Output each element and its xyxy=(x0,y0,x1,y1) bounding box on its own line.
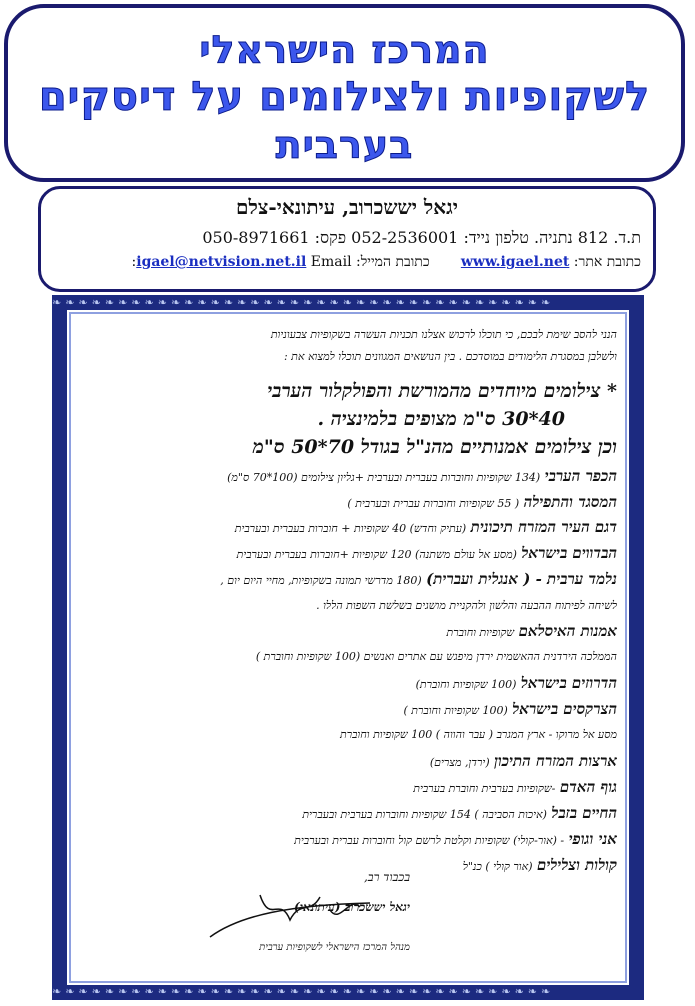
program-item xyxy=(316,597,617,613)
program-item xyxy=(302,804,617,823)
program-item-title: גוף האדם xyxy=(559,778,617,796)
program-item-title: הדרוזים בישראל xyxy=(520,674,617,692)
program-item-desc: (מסע אל עולם משתנה) 120 שקופיות +חוברות בעברית ובערבית xyxy=(236,548,517,561)
handwritten-signature xyxy=(200,885,380,945)
program-item-desc: לשיחה לפיתוח ההבעה והלשון ולהקניית מושגים בשלשת השפות הללו . xyxy=(316,599,617,612)
title-box xyxy=(4,4,685,182)
contact-box xyxy=(38,186,656,292)
website-link[interactable]: www.igael.net xyxy=(460,254,570,270)
program-item xyxy=(463,856,617,875)
program-item xyxy=(235,518,617,537)
closing-text: בכבוד רב, xyxy=(363,870,410,884)
program-item xyxy=(430,752,617,771)
site-label: כתובת אתר: xyxy=(573,254,641,270)
title-line-3: בערבית xyxy=(275,123,414,167)
program-item xyxy=(340,726,617,742)
program-item-desc: הממלכה הירדנית ההאשמית ירדן מיפגש עם אתרים ואנשים (100 שקופיות וחוברת ) xyxy=(255,650,617,663)
program-item xyxy=(256,648,617,664)
intro-line-1: הנני להסב שימת לבכם, כי תוכלו לרכוש אצלנו תכניות העשרה בשקופיות צבעוניות xyxy=(270,328,617,341)
program-item xyxy=(416,674,617,693)
highlight-line-3: וכן צילומים אמנותיים מהנ"ל בגודל 70*50 ס"מ xyxy=(252,436,617,458)
program-item-desc: (100 שקופיות וחוברת ) xyxy=(403,704,508,717)
program-item-desc: (180 מדרשי תמונה בשקופיות, מחיי היום יום , xyxy=(220,574,422,587)
program-item-desc: (ירדן, מצרים) xyxy=(429,756,490,769)
intro-line-2: ולשלבן במסגרת הלימודים במוסדכם . בין הנושאים המגוונים תוכלו למצוא את : xyxy=(283,350,617,363)
program-item-title: ארצות המזרח התיכון xyxy=(494,752,617,770)
program-item-desc: (אור קולי ) כנ"ל xyxy=(462,860,533,873)
program-item xyxy=(404,700,617,719)
program-item-desc: ( 55 שקופיות וחוברות עברית ובערבית ) xyxy=(347,497,520,510)
program-item xyxy=(237,544,617,563)
program-item xyxy=(294,830,617,849)
program-item-desc: (עתיק וחדש) 40 שקופיות + חוברות בעברית ובערבית xyxy=(234,522,467,535)
program-item xyxy=(413,778,617,797)
frame-ornament-bottom: ❧❧❧❧❧❧❧❧❧❧❧❧❧❧❧❧❧❧❧❧❧❧❧❧❧❧❧❧❧❧❧❧❧❧❧❧❧❧ xyxy=(52,986,555,998)
program-item-title: הבדווים בישראל xyxy=(521,544,617,562)
signer-title: מנהל המרכז הישראלי לשקופיות ערבית xyxy=(259,942,410,953)
title-line-2: לשקופיות ולצילומים על דיסקים xyxy=(38,74,651,120)
contact-phones: ת.ד. 812 נתניה. טלפון נייד: 052-2536001 פקס: 050-8971661 xyxy=(202,228,641,247)
program-item xyxy=(347,493,617,512)
email-en-label: Email: xyxy=(131,254,352,270)
contact-name: יגאל יששכרוב, עיתונאי-צלם xyxy=(236,195,458,219)
program-item-title: אמנות האיסלאם xyxy=(518,622,617,640)
program-item-title: אני וגופי xyxy=(568,830,617,848)
program-item-desc: (134 שקופיות וחוברות בעברית ובערבית +גליון צילומים (100*70 ס"מ) xyxy=(227,471,541,484)
email-link[interactable]: igael@netvision.net.il xyxy=(136,254,307,270)
signature-block xyxy=(200,870,410,970)
program-item-title: החיים בזבל xyxy=(551,804,617,822)
program-item-desc: (100 שקופיות וחוברת) xyxy=(415,678,517,691)
program-item-title: הצרקסים בישראל xyxy=(512,700,617,718)
email-label: כתובת המייל: xyxy=(356,254,430,270)
signer-name: יגאל יששכרוב (עיתונאי) xyxy=(294,900,410,914)
program-item-title: דגם העיר המזרח תיכונית xyxy=(470,518,617,536)
program-item-title: הכפר הערבי xyxy=(544,467,617,485)
program-item-desc: מסע אל מרוקו - ארץ המגרב ( עבר והווה ) 100 שקופיות וחוברת xyxy=(340,728,617,741)
program-item xyxy=(220,570,617,589)
program-item-desc: -שקופיות בערבית וחוברת בערבית xyxy=(413,782,556,795)
program-item-title: קולות וצלילים xyxy=(536,856,617,874)
highlight-line-1: * צילומים מיוחדים מהמורשת והפולקלור הערבי xyxy=(267,380,617,402)
frame-ornament-top: ❧❧❧❧❧❧❧❧❧❧❧❧❧❧❧❧❧❧❧❧❧❧❧❧❧❧❧❧❧❧❧❧❧❧❧❧❧❧ xyxy=(52,297,555,309)
program-item-title: המסגד והתפילה xyxy=(523,493,617,511)
program-item-title: נלמד ערבית - ( אנגלית ועברית) xyxy=(426,570,617,588)
title-line-1: המרכז הישראלי xyxy=(199,28,490,72)
contact-web-line xyxy=(132,254,641,271)
program-item-desc: - (אור-קולי) שקופיות וקלטת לרשם קול וחוברות עברית ובערבית xyxy=(294,834,565,847)
highlight-line-2: 40*30 ס"מ מצופים בלמינציה . xyxy=(317,408,565,430)
program-item-desc: שקופיות וחוברת xyxy=(446,626,515,639)
program-item xyxy=(227,467,617,486)
letter-body xyxy=(70,310,625,990)
program-item xyxy=(446,622,617,641)
program-item-desc: (איכות הסביבה ) 154 שקופיות וחוברות בערבית ובעברית xyxy=(302,808,547,821)
